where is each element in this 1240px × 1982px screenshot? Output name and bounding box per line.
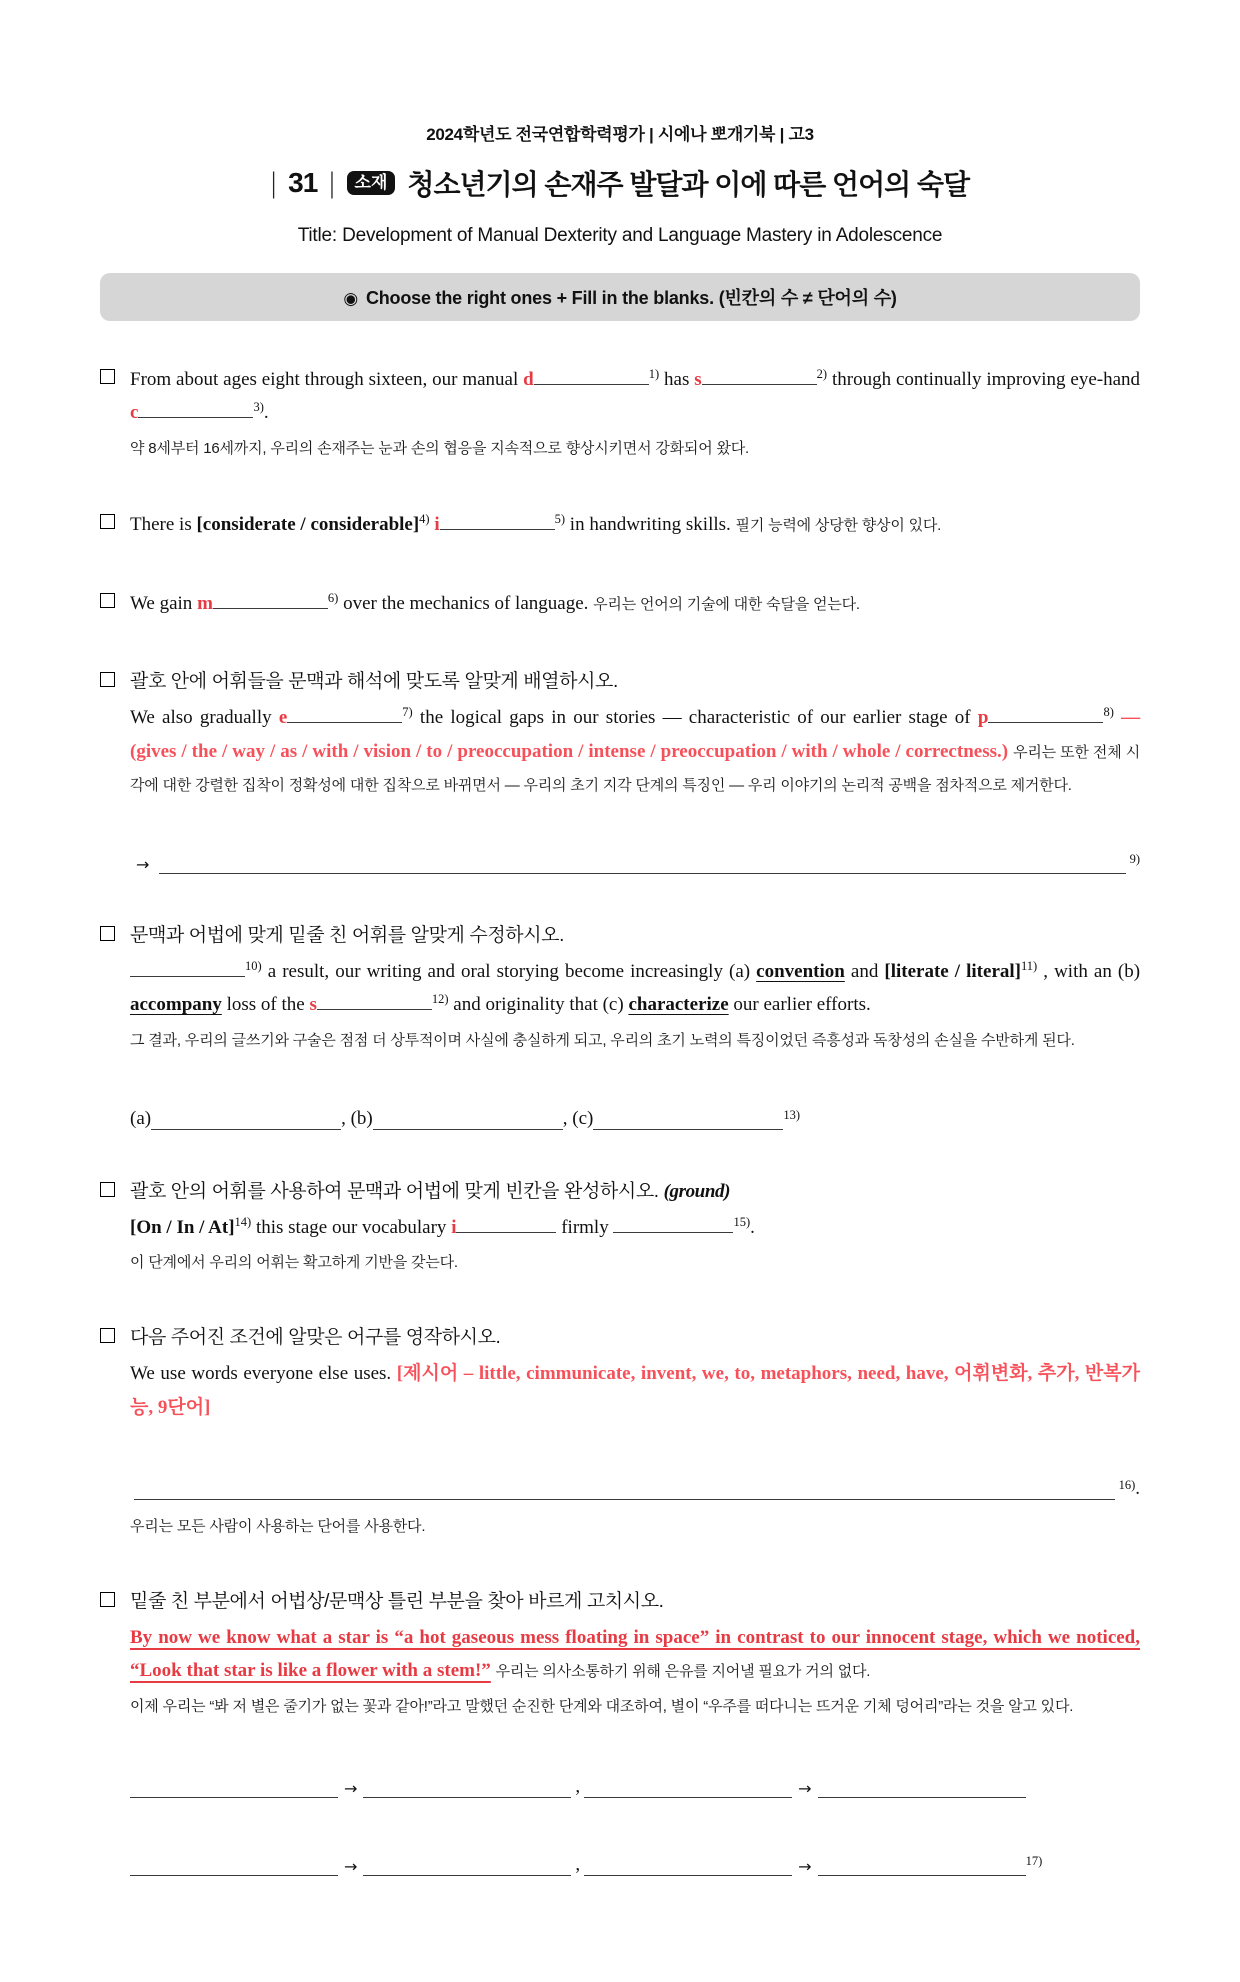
korean-translation: 우리는 모든 사람이 사용하는 단어를 사용한다. [130, 1517, 426, 1535]
question-text [130, 1621, 1140, 1688]
checkbox-icon [100, 1592, 115, 1607]
word-bank: —(gives / the / way / as / with / vision / to / preoccupation / intense / preoccupation / with / whole / correctness.) [130, 707, 1141, 762]
comma: , [575, 1775, 581, 1797]
korean-translation: 우리는 또한 전체 시각에 대한 강렬한 집착이 정확성에 대한 집착으로 바뀌면서 — 우리의 초기 지각 단계의 특징인 — 우리 이야기의 논리적 공백을 점차적으로 제거한다. [130, 743, 1140, 794]
korean-translation: 이 단계에서 우리의 어휘는 확고하게 기반을 갖는다. [130, 1254, 458, 1271]
comma: , [575, 1853, 581, 1875]
answer-blank [130, 1782, 338, 1798]
footnote-number: 9) [1129, 852, 1140, 866]
checkbox-icon [100, 369, 115, 384]
footnote-number: 15) [733, 1214, 751, 1229]
korean-translation: 그 결과, 우리의 글쓰기와 구술은 점점 더 상투적이며 사실에 충실하게 되고, 우리의 초기 노력의 특징이었던 즉흥성과 독창성의 손실을 수반하게 된다. [130, 1031, 1075, 1049]
blank-letter: i [434, 513, 440, 535]
fill-blank [317, 994, 432, 1010]
blank-letter: d [523, 369, 534, 390]
answer-line-abc [130, 1108, 1140, 1130]
footnote-number: 11) [1021, 959, 1038, 973]
answer-blank [159, 858, 1125, 874]
footnote-number: 10) [245, 959, 262, 973]
topic-title: 청소년기의 손재주 발달과 이에 따른 언어의 숙달 [407, 169, 970, 200]
footnote-number: 1) [648, 367, 660, 381]
answer-blank [373, 1114, 563, 1130]
answer-label-c: , (c) [562, 1107, 594, 1129]
korean-instruction: 다음 주어진 조건에 알맞은 어구를 영작하시오. [130, 1327, 501, 1349]
answer-blank [818, 1860, 1026, 1876]
footnote-number: 14) [234, 1214, 252, 1229]
question-item-7 [100, 1322, 1140, 1540]
word-choice: [considerate / considerable] [196, 513, 420, 535]
korean-translation: 우리는 의사소통하기 위해 은유를 지어낼 필요가 거의 없다. [495, 1663, 871, 1681]
arrow-icon: → [344, 1778, 358, 1798]
answer-blank [134, 1484, 1115, 1500]
fill-blank [534, 369, 649, 385]
checkbox-icon [100, 672, 115, 687]
exam-meta-line: 2024학년도 전국연합학력평가 | 시에나 뽀개기북 | 고3 [426, 125, 814, 144]
banner-text: Choose the right ones + Fill in the blanks. (빈칸의 수 ≠ 단어의 수) [365, 288, 897, 308]
footnote-number: 7) [402, 705, 413, 720]
divider-bar: | [270, 165, 277, 200]
checkbox-icon [100, 926, 115, 941]
korean-translation: 우리는 언어의 기술에 대한 숙달을 얻는다. [593, 596, 860, 613]
korean-instruction: 밑줄 친 부분에서 어법상/문맥상 틀린 부분을 찾아 바르게 고치시오. [130, 1591, 664, 1612]
fill-blank [138, 402, 253, 418]
hand-icon: ◉ [343, 289, 358, 308]
question-item-4 [100, 666, 1140, 874]
fill-blank [613, 1217, 733, 1233]
footnote-number: 6) [327, 591, 339, 605]
underlined-word: convention [756, 961, 845, 982]
answer-blank [818, 1782, 1026, 1798]
word-choice: [On / In / At] [130, 1216, 235, 1238]
answer-blank [593, 1114, 783, 1130]
fill-blank [702, 369, 817, 385]
instruction-banner [100, 273, 1140, 321]
answer-line: 16) . [130, 1478, 1140, 1500]
footnote-number: 8) [1103, 705, 1114, 720]
question-item-2 [100, 508, 1140, 541]
blank-letter: p [977, 707, 989, 729]
question-title-row [100, 163, 1140, 203]
question-item-5 [100, 920, 1140, 1130]
title-text: Development of Manual Dexterity and Language Mastery in Adolescence [342, 225, 943, 246]
arrow-icon: → [136, 855, 150, 874]
question-item-1 [100, 363, 1140, 462]
answer-blank [363, 1782, 571, 1798]
footnote-number: 16) [1118, 1477, 1136, 1492]
korean-translation: 이제 우리는 “봐 저 별은 줄기가 없는 꽃과 같아!”라고 말했던 순진한 단계와 대조하여, 별이 “우주를 떠다니는 뜨거운 기체 덩어리”라는 것을 알고 있다. [130, 1697, 1074, 1715]
english-title-line [100, 225, 1140, 247]
question-item-3 [100, 587, 1140, 620]
footnote-number: 5) [554, 511, 566, 526]
korean-instruction: 괄호 안에 어휘들을 문맥과 해석에 맞도록 알맞게 배열하시오. [130, 671, 618, 693]
korean-translation: 약 8세부터 16세까지, 우리의 손재주는 눈과 손의 협응을 지속적으로 향상시키면서 강화되어 왔다. [130, 439, 750, 457]
question-number: 31 [288, 167, 318, 198]
answer-blank [130, 1860, 338, 1876]
checkbox-icon [100, 1182, 115, 1197]
checkbox-icon [100, 514, 115, 529]
word-bank: [제시어 – little, cimmunicate, invent, we, to, metaphors, need, have, 어휘변화, 추가, 반복가능, 9단어] [130, 1363, 1140, 1418]
blank-letter: m [197, 593, 213, 614]
underlined-word: characterize [628, 994, 729, 1016]
fill-blank [440, 514, 555, 530]
underlined-passage: By now we know what a star is “a hot gaseous mess floating in space” in contrast to our innocent stage, which we noticed, “Look that star is like a flower with a stem!” [130, 1627, 1140, 1682]
question-item-6 [100, 1176, 1140, 1277]
fill-blank [456, 1217, 556, 1233]
footnote-number: 17) [1025, 1853, 1043, 1868]
answer-label-b: , (b) [341, 1107, 373, 1129]
checkbox-icon [100, 1328, 115, 1343]
correction-row-2 [130, 1854, 1140, 1876]
answer-blank [584, 1782, 792, 1798]
fill-blank [988, 707, 1103, 723]
fill-blank [287, 707, 402, 723]
blank-letter: s [309, 994, 317, 1016]
footnote-number: 13) [783, 1107, 801, 1122]
fill-blank [130, 961, 245, 977]
hint-word: (ground) [663, 1180, 731, 1202]
answer-label-a: (a) [130, 1107, 152, 1129]
blank-letter: e [278, 707, 288, 729]
title-label: Title: [297, 225, 337, 246]
arrow-icon: → [798, 1778, 812, 1798]
answer-blank [584, 1860, 792, 1876]
question-text: There is [considerate / considerable]$^{4)}$ i $^{5)}$ in handwriting skills. 필기 능력에 상당한 향상이 있다. [130, 511, 942, 535]
answer-blank [363, 1860, 571, 1876]
checkbox-icon [100, 593, 115, 608]
topic-badge: 소재 [347, 171, 396, 195]
blank-letter: c [130, 402, 139, 424]
footnote-number: 12) [431, 992, 449, 1007]
footnote-number: 4) [419, 511, 430, 526]
korean-instruction: 문맥과 어법에 맞게 밑줄 친 어휘를 알맞게 수정하시오. [130, 925, 565, 946]
fill-blank [213, 593, 328, 609]
question-item-8 [100, 1586, 1140, 1876]
arrow-icon: → [344, 1856, 358, 1876]
korean-translation: 필기 능력에 상당한 향상이 있다. [735, 516, 942, 534]
answer-blank [151, 1114, 341, 1130]
worksheet-header [100, 120, 1140, 321]
blank-letter: i [451, 1216, 457, 1238]
question-text: From about ages eight through sixteen, our manual d $^{1)}$ has s $^{2)}$ through continually improving eye-hand c $^{3)}$. [130, 367, 1141, 424]
arrow-icon: → [798, 1856, 812, 1876]
blank-letter: s [694, 369, 702, 390]
korean-instruction: 괄호 안의 어휘를 사용하여 문맥과 어법에 맞게 빈칸을 완성하시오. (ground) [130, 1180, 731, 1202]
underlined-word: accompany [130, 994, 222, 1016]
answer-line [130, 852, 1140, 874]
question-text: We also gradually e $^{7)}$ the logical gaps in our stories — characteristic of our earlier stage of p $^{8)}$ —(gives / the / way / as / with / vision / to / preoccupation / intense / preoccupation / with / whole / correctness.) 우리는 또한 전체 시각에 대한 강렬한 집착이 정확성에 대한 집착으로 바뀌면서 — 우리의 초기 지각 단계의 특징인 — 우리 이야기의 논리적 공백을 점차적으로 제거한다. [130, 705, 1141, 794]
question-text: $^{10)}$ a result, our writing and oral storying become increasingly (a) convention and [literate / literal]$^{11)}$ , with an (b) accompany loss of the s $^{12)}$ and originality that (c) characterize our earlier efforts. [130, 959, 1141, 1016]
divider-bar: | [329, 165, 335, 200]
footnote-number: 2) [816, 367, 828, 381]
correction-row-1 [130, 1776, 1140, 1798]
footnote-number: 3) [253, 400, 264, 415]
question-text: [On / In / At]$^{14)}$ this stage our vocabulary i firmly $^{15)}$. [130, 1214, 755, 1238]
question-text: We use words everyone else uses. [제시어 – little, cimmunicate, invent, we, to, metaphors, need, have, 어휘변화, 추가, 반복가능, 9단어] [130, 1363, 1140, 1418]
question-text: We gain m $^{6)}$ over the mechanics of language. 우리는 언어의 기술에 대한 숙달을 얻는다. [130, 591, 860, 614]
word-choice: [literate / literal] [884, 961, 1021, 982]
